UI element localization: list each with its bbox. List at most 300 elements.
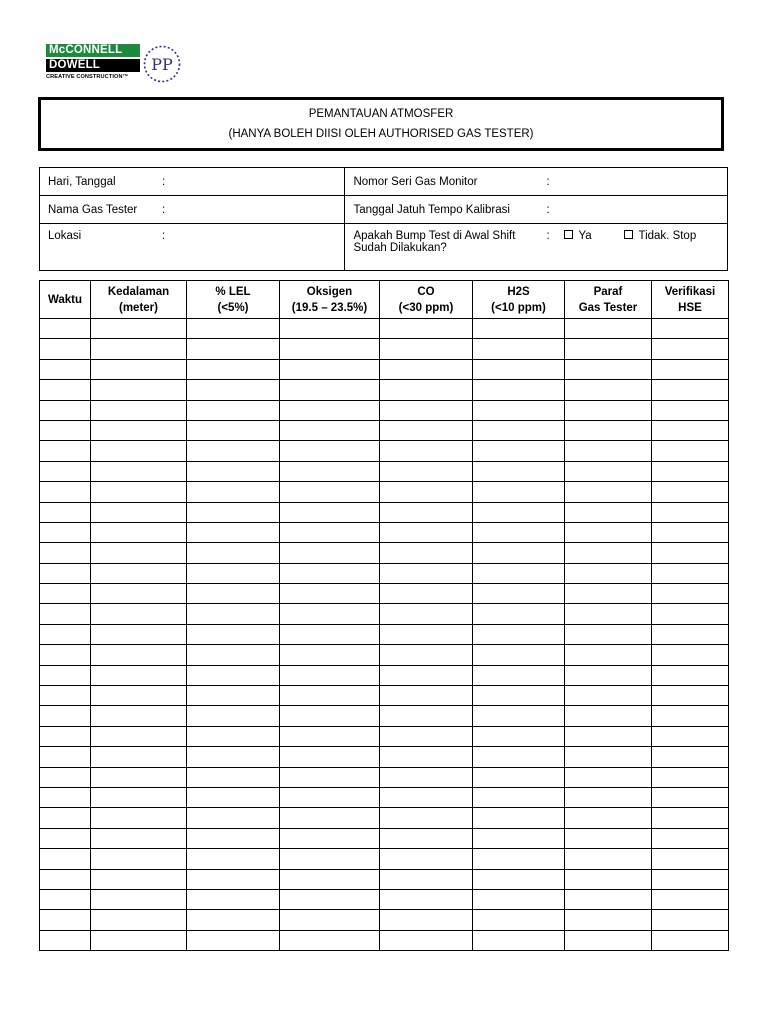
table-cell[interactable] (380, 686, 473, 706)
table-cell[interactable] (40, 645, 91, 665)
table-cell[interactable] (40, 359, 91, 379)
table-cell[interactable] (473, 910, 565, 930)
table-row (40, 441, 729, 461)
table-cell[interactable] (91, 339, 187, 359)
table-cell[interactable] (280, 502, 380, 522)
table-cell[interactable] (187, 604, 280, 624)
table-cell[interactable] (187, 400, 280, 420)
table-cell[interactable] (280, 665, 380, 685)
field-hari-tanggal[interactable] (40, 168, 345, 196)
table-cell[interactable] (187, 441, 280, 461)
table-cell[interactable] (91, 319, 187, 339)
table-cell[interactable] (652, 889, 729, 909)
table-cell[interactable] (40, 380, 91, 400)
table-cell[interactable] (652, 563, 729, 583)
table-cell[interactable] (280, 686, 380, 706)
table-cell[interactable] (652, 543, 729, 563)
table-cell[interactable] (187, 747, 280, 767)
table-row (40, 787, 729, 807)
table-cell[interactable] (380, 645, 473, 665)
table-cell[interactable] (40, 624, 91, 644)
table-cell[interactable] (565, 502, 652, 522)
table-cell[interactable] (652, 339, 729, 359)
table-cell[interactable] (91, 889, 187, 909)
table-cell[interactable] (280, 400, 380, 420)
table-cell[interactable] (187, 563, 280, 583)
table-cell[interactable] (280, 380, 380, 400)
table-cell[interactable] (565, 726, 652, 746)
table-cell[interactable] (652, 420, 729, 440)
info-fields (39, 167, 728, 271)
table-cell[interactable] (473, 339, 565, 359)
logo-line-1: McCONNELL (46, 44, 140, 57)
table-cell[interactable] (652, 461, 729, 481)
table-cell[interactable] (380, 380, 473, 400)
table-cell[interactable] (280, 584, 380, 604)
measurement-table (39, 280, 729, 951)
table-cell[interactable] (91, 584, 187, 604)
table-cell[interactable] (91, 726, 187, 746)
colon: : (162, 175, 166, 188)
table-cell[interactable] (280, 543, 380, 563)
table-cell[interactable] (91, 747, 187, 767)
company-logo (46, 44, 186, 86)
table-cell[interactable] (280, 828, 380, 848)
table-cell[interactable] (473, 665, 565, 685)
table-cell[interactable] (652, 767, 729, 787)
table-cell[interactable] (380, 420, 473, 440)
table-cell[interactable] (380, 522, 473, 542)
table-cell[interactable] (280, 930, 380, 950)
table-cell[interactable] (187, 522, 280, 542)
table-cell[interactable] (40, 502, 91, 522)
table-cell[interactable] (565, 400, 652, 420)
table-cell[interactable] (280, 441, 380, 461)
table-cell[interactable] (473, 522, 565, 542)
table-cell[interactable] (91, 400, 187, 420)
table-cell[interactable] (380, 849, 473, 869)
table-cell[interactable] (652, 686, 729, 706)
table-cell[interactable] (187, 889, 280, 909)
measurement-rows (40, 319, 729, 951)
header-h2s: H2S (<10 ppm) (473, 281, 565, 319)
table-cell[interactable] (91, 543, 187, 563)
table-row (40, 686, 729, 706)
colon: : (546, 175, 550, 188)
table-cell[interactable] (187, 930, 280, 950)
colon: : (546, 230, 550, 242)
table-cell[interactable] (187, 869, 280, 889)
table-cell[interactable] (652, 645, 729, 665)
table-cell[interactable] (565, 828, 652, 848)
table-cell[interactable] (40, 869, 91, 889)
table-cell[interactable] (40, 726, 91, 746)
table-cell[interactable] (91, 359, 187, 379)
table-cell[interactable] (91, 441, 187, 461)
table-cell[interactable] (40, 319, 91, 339)
table-row (40, 380, 729, 400)
table-cell[interactable] (40, 604, 91, 624)
table-cell[interactable] (91, 624, 187, 644)
table-cell[interactable] (280, 482, 380, 502)
option-tidak[interactable] (624, 230, 696, 242)
table-cell[interactable] (652, 849, 729, 869)
table-cell[interactable] (91, 482, 187, 502)
table-cell[interactable] (280, 808, 380, 828)
table-cell[interactable] (652, 624, 729, 644)
table-cell[interactable] (280, 767, 380, 787)
table-cell[interactable] (40, 461, 91, 481)
table-cell[interactable] (91, 461, 187, 481)
table-cell[interactable] (187, 380, 280, 400)
table-row (40, 400, 729, 420)
table-cell[interactable] (652, 930, 729, 950)
table-cell[interactable] (473, 420, 565, 440)
table-cell[interactable] (40, 706, 91, 726)
table-cell[interactable] (473, 482, 565, 502)
table-cell[interactable] (473, 726, 565, 746)
table-cell[interactable] (473, 889, 565, 909)
table-cell[interactable] (652, 747, 729, 767)
field-tanggal-kalibrasi[interactable] (345, 196, 728, 224)
table-cell[interactable] (91, 380, 187, 400)
table-cell[interactable] (473, 380, 565, 400)
table-cell[interactable] (280, 706, 380, 726)
table-cell[interactable] (473, 543, 565, 563)
table-cell[interactable] (91, 787, 187, 807)
header-paraf: Paraf Gas Tester (565, 281, 652, 319)
table-cell[interactable] (380, 808, 473, 828)
table-cell[interactable] (187, 808, 280, 828)
table-row (40, 359, 729, 379)
table-cell[interactable] (91, 665, 187, 685)
table-cell[interactable] (380, 441, 473, 461)
table-cell[interactable] (652, 828, 729, 848)
table-cell[interactable] (473, 747, 565, 767)
table-cell[interactable] (380, 319, 473, 339)
table-cell[interactable] (565, 706, 652, 726)
table-cell[interactable] (91, 502, 187, 522)
table-cell[interactable] (380, 930, 473, 950)
table-cell[interactable] (473, 584, 565, 604)
table-cell[interactable] (40, 482, 91, 502)
table-cell[interactable] (40, 686, 91, 706)
table-cell[interactable] (40, 910, 91, 930)
table-cell[interactable] (187, 787, 280, 807)
table-cell[interactable] (280, 604, 380, 624)
table-cell[interactable] (565, 645, 652, 665)
table-cell[interactable] (187, 339, 280, 359)
table-cell[interactable] (187, 461, 280, 481)
table-cell[interactable] (380, 543, 473, 563)
table-cell[interactable] (280, 420, 380, 440)
table-cell[interactable] (280, 339, 380, 359)
table-cell[interactable] (187, 584, 280, 604)
table-cell[interactable] (565, 522, 652, 542)
table-cell[interactable] (40, 563, 91, 583)
table-cell[interactable] (40, 889, 91, 909)
table-cell[interactable] (280, 319, 380, 339)
table-cell[interactable] (380, 502, 473, 522)
table-cell[interactable] (91, 910, 187, 930)
table-cell[interactable] (187, 686, 280, 706)
table-cell[interactable] (565, 787, 652, 807)
table-cell[interactable] (91, 930, 187, 950)
table-cell[interactable] (652, 400, 729, 420)
table-cell[interactable] (91, 849, 187, 869)
table-cell[interactable] (380, 706, 473, 726)
table-row (40, 767, 729, 787)
table-cell[interactable] (652, 441, 729, 461)
table-cell[interactable] (91, 828, 187, 848)
table-cell[interactable] (40, 849, 91, 869)
table-cell[interactable] (473, 930, 565, 950)
table-cell[interactable] (91, 522, 187, 542)
table-cell[interactable] (187, 319, 280, 339)
table-cell[interactable] (187, 726, 280, 746)
table-cell[interactable] (380, 461, 473, 481)
table-cell[interactable] (280, 645, 380, 665)
header-verifikasi: Verifikasi HSE (652, 281, 729, 319)
table-cell[interactable] (380, 584, 473, 604)
table-cell[interactable] (565, 665, 652, 685)
table-cell[interactable] (91, 563, 187, 583)
table-cell[interactable] (40, 339, 91, 359)
table-row (40, 849, 729, 869)
table-cell[interactable] (187, 706, 280, 726)
label-lokasi: Lokasi (48, 230, 82, 242)
table-cell[interactable] (565, 563, 652, 583)
table-cell[interactable] (187, 645, 280, 665)
table-cell[interactable] (473, 808, 565, 828)
table-cell[interactable] (40, 543, 91, 563)
table-row (40, 726, 729, 746)
table-cell[interactable] (380, 604, 473, 624)
table-cell[interactable] (652, 706, 729, 726)
table-cell[interactable] (380, 747, 473, 767)
table-cell[interactable] (565, 441, 652, 461)
table-cell[interactable] (380, 910, 473, 930)
table-cell[interactable] (91, 686, 187, 706)
table-cell[interactable] (652, 319, 729, 339)
table-cell[interactable] (380, 482, 473, 502)
table-cell[interactable] (473, 461, 565, 481)
table-cell[interactable] (473, 502, 565, 522)
table-cell[interactable] (91, 604, 187, 624)
table-cell[interactable] (565, 543, 652, 563)
table-cell[interactable] (280, 910, 380, 930)
table-row (40, 604, 729, 624)
table-cell[interactable] (40, 522, 91, 542)
table-header-row (40, 281, 729, 319)
table-cell[interactable] (280, 889, 380, 909)
table-cell[interactable] (652, 502, 729, 522)
table-cell[interactable] (40, 400, 91, 420)
table-cell[interactable] (565, 339, 652, 359)
table-cell[interactable] (565, 869, 652, 889)
table-cell[interactable] (280, 563, 380, 583)
table-cell[interactable] (473, 787, 565, 807)
table-cell[interactable] (473, 706, 565, 726)
table-row (40, 665, 729, 685)
table-cell[interactable] (40, 584, 91, 604)
table-cell[interactable] (187, 624, 280, 644)
table-cell[interactable] (380, 787, 473, 807)
table-cell[interactable] (280, 359, 380, 379)
table-cell[interactable] (652, 584, 729, 604)
table-cell[interactable] (565, 889, 652, 909)
table-cell[interactable] (187, 828, 280, 848)
table-cell[interactable] (91, 808, 187, 828)
table-cell[interactable] (187, 420, 280, 440)
field-nama-gas-tester[interactable] (40, 196, 345, 224)
table-cell[interactable] (380, 359, 473, 379)
table-cell[interactable] (473, 686, 565, 706)
table-cell[interactable] (280, 747, 380, 767)
table-cell[interactable] (473, 849, 565, 869)
table-cell[interactable] (380, 767, 473, 787)
table-cell[interactable] (565, 420, 652, 440)
table-cell[interactable] (565, 624, 652, 644)
field-nomor-seri[interactable] (345, 168, 728, 196)
table-cell[interactable] (473, 563, 565, 583)
table-cell[interactable] (187, 665, 280, 685)
table-cell[interactable] (473, 319, 565, 339)
table-cell[interactable] (187, 482, 280, 502)
table-cell[interactable] (565, 604, 652, 624)
table-cell[interactable] (565, 686, 652, 706)
table-cell[interactable] (565, 849, 652, 869)
table-cell[interactable] (652, 808, 729, 828)
table-cell[interactable] (473, 869, 565, 889)
table-cell[interactable] (40, 808, 91, 828)
table-cell[interactable] (380, 828, 473, 848)
table-cell[interactable] (473, 828, 565, 848)
table-cell[interactable] (473, 767, 565, 787)
table-cell[interactable] (91, 420, 187, 440)
table-cell[interactable] (565, 808, 652, 828)
table-cell[interactable] (280, 624, 380, 644)
table-cell[interactable] (473, 604, 565, 624)
table-cell[interactable] (565, 584, 652, 604)
table-cell[interactable] (40, 787, 91, 807)
pp-logo-icon (142, 44, 182, 84)
colon: : (162, 203, 166, 216)
table-cell[interactable] (380, 726, 473, 746)
table-cell[interactable] (565, 767, 652, 787)
table-cell[interactable] (565, 910, 652, 930)
table-cell[interactable] (280, 461, 380, 481)
table-cell[interactable] (187, 849, 280, 869)
table-cell[interactable] (280, 849, 380, 869)
table-cell[interactable] (565, 461, 652, 481)
table-row (40, 910, 729, 930)
table-cell[interactable] (473, 645, 565, 665)
table-cell[interactable] (565, 747, 652, 767)
label-nama-gas-tester: Nama Gas Tester (48, 203, 138, 216)
form-title-box (38, 97, 724, 151)
label-nomor-seri: Nomor Seri Gas Monitor (353, 175, 478, 188)
table-cell[interactable] (380, 400, 473, 420)
table-cell[interactable] (380, 889, 473, 909)
table-cell[interactable] (40, 441, 91, 461)
option-tidak-label: Tidak. Stop (638, 230, 697, 242)
table-cell[interactable] (40, 665, 91, 685)
checkbox-tidak[interactable] (624, 230, 633, 239)
table-cell[interactable] (565, 359, 652, 379)
table-cell[interactable] (565, 380, 652, 400)
table-cell[interactable] (652, 380, 729, 400)
option-ya[interactable] (564, 230, 624, 242)
logo-line-2: DOWELL (46, 59, 140, 72)
table-cell[interactable] (380, 563, 473, 583)
table-cell[interactable] (652, 910, 729, 930)
logo-tagline: CREATIVE CONSTRUCTION™ (46, 74, 129, 80)
table-cell[interactable] (91, 645, 187, 665)
table-cell[interactable] (473, 441, 565, 461)
table-cell[interactable] (473, 624, 565, 644)
checkbox-ya[interactable] (564, 230, 573, 239)
table-cell[interactable] (40, 767, 91, 787)
table-cell[interactable] (380, 665, 473, 685)
header-oksigen: Oksigen (19.5 – 23.5%) (280, 281, 380, 319)
table-cell[interactable] (40, 420, 91, 440)
table-cell[interactable] (380, 624, 473, 644)
table-row (40, 645, 729, 665)
table-row (40, 930, 729, 950)
field-lokasi[interactable] (40, 224, 345, 271)
table-cell[interactable] (565, 930, 652, 950)
table-cell[interactable] (565, 319, 652, 339)
table-row (40, 706, 729, 726)
table-row (40, 482, 729, 502)
table-cell[interactable] (187, 543, 280, 563)
table-cell[interactable] (652, 482, 729, 502)
table-cell[interactable] (565, 482, 652, 502)
table-cell[interactable] (473, 359, 565, 379)
table-cell[interactable] (187, 767, 280, 787)
table-cell[interactable] (280, 726, 380, 746)
table-cell[interactable] (280, 522, 380, 542)
table-cell[interactable] (380, 339, 473, 359)
table-cell[interactable] (652, 359, 729, 379)
table-cell[interactable] (652, 787, 729, 807)
table-cell[interactable] (652, 726, 729, 746)
table-cell[interactable] (91, 706, 187, 726)
table-cell[interactable] (652, 604, 729, 624)
table-cell[interactable] (40, 747, 91, 767)
table-cell[interactable] (652, 522, 729, 542)
table-cell[interactable] (652, 869, 729, 889)
label-hari-tanggal: Hari, Tanggal (48, 175, 116, 188)
mcconnell-dowell-wordmark (46, 44, 140, 80)
table-row (40, 889, 729, 909)
table-cell[interactable] (280, 787, 380, 807)
table-cell[interactable] (91, 869, 187, 889)
table-cell[interactable] (652, 665, 729, 685)
table-cell[interactable] (40, 828, 91, 848)
colon: : (162, 230, 166, 242)
table-cell[interactable] (473, 400, 565, 420)
table-cell[interactable] (187, 359, 280, 379)
table-cell[interactable] (280, 869, 380, 889)
table-cell[interactable] (187, 502, 280, 522)
table-cell[interactable] (91, 767, 187, 787)
pp-logo-text: PP (151, 55, 173, 74)
table-cell[interactable] (40, 930, 91, 950)
table-cell[interactable] (187, 910, 280, 930)
table-cell[interactable] (380, 869, 473, 889)
